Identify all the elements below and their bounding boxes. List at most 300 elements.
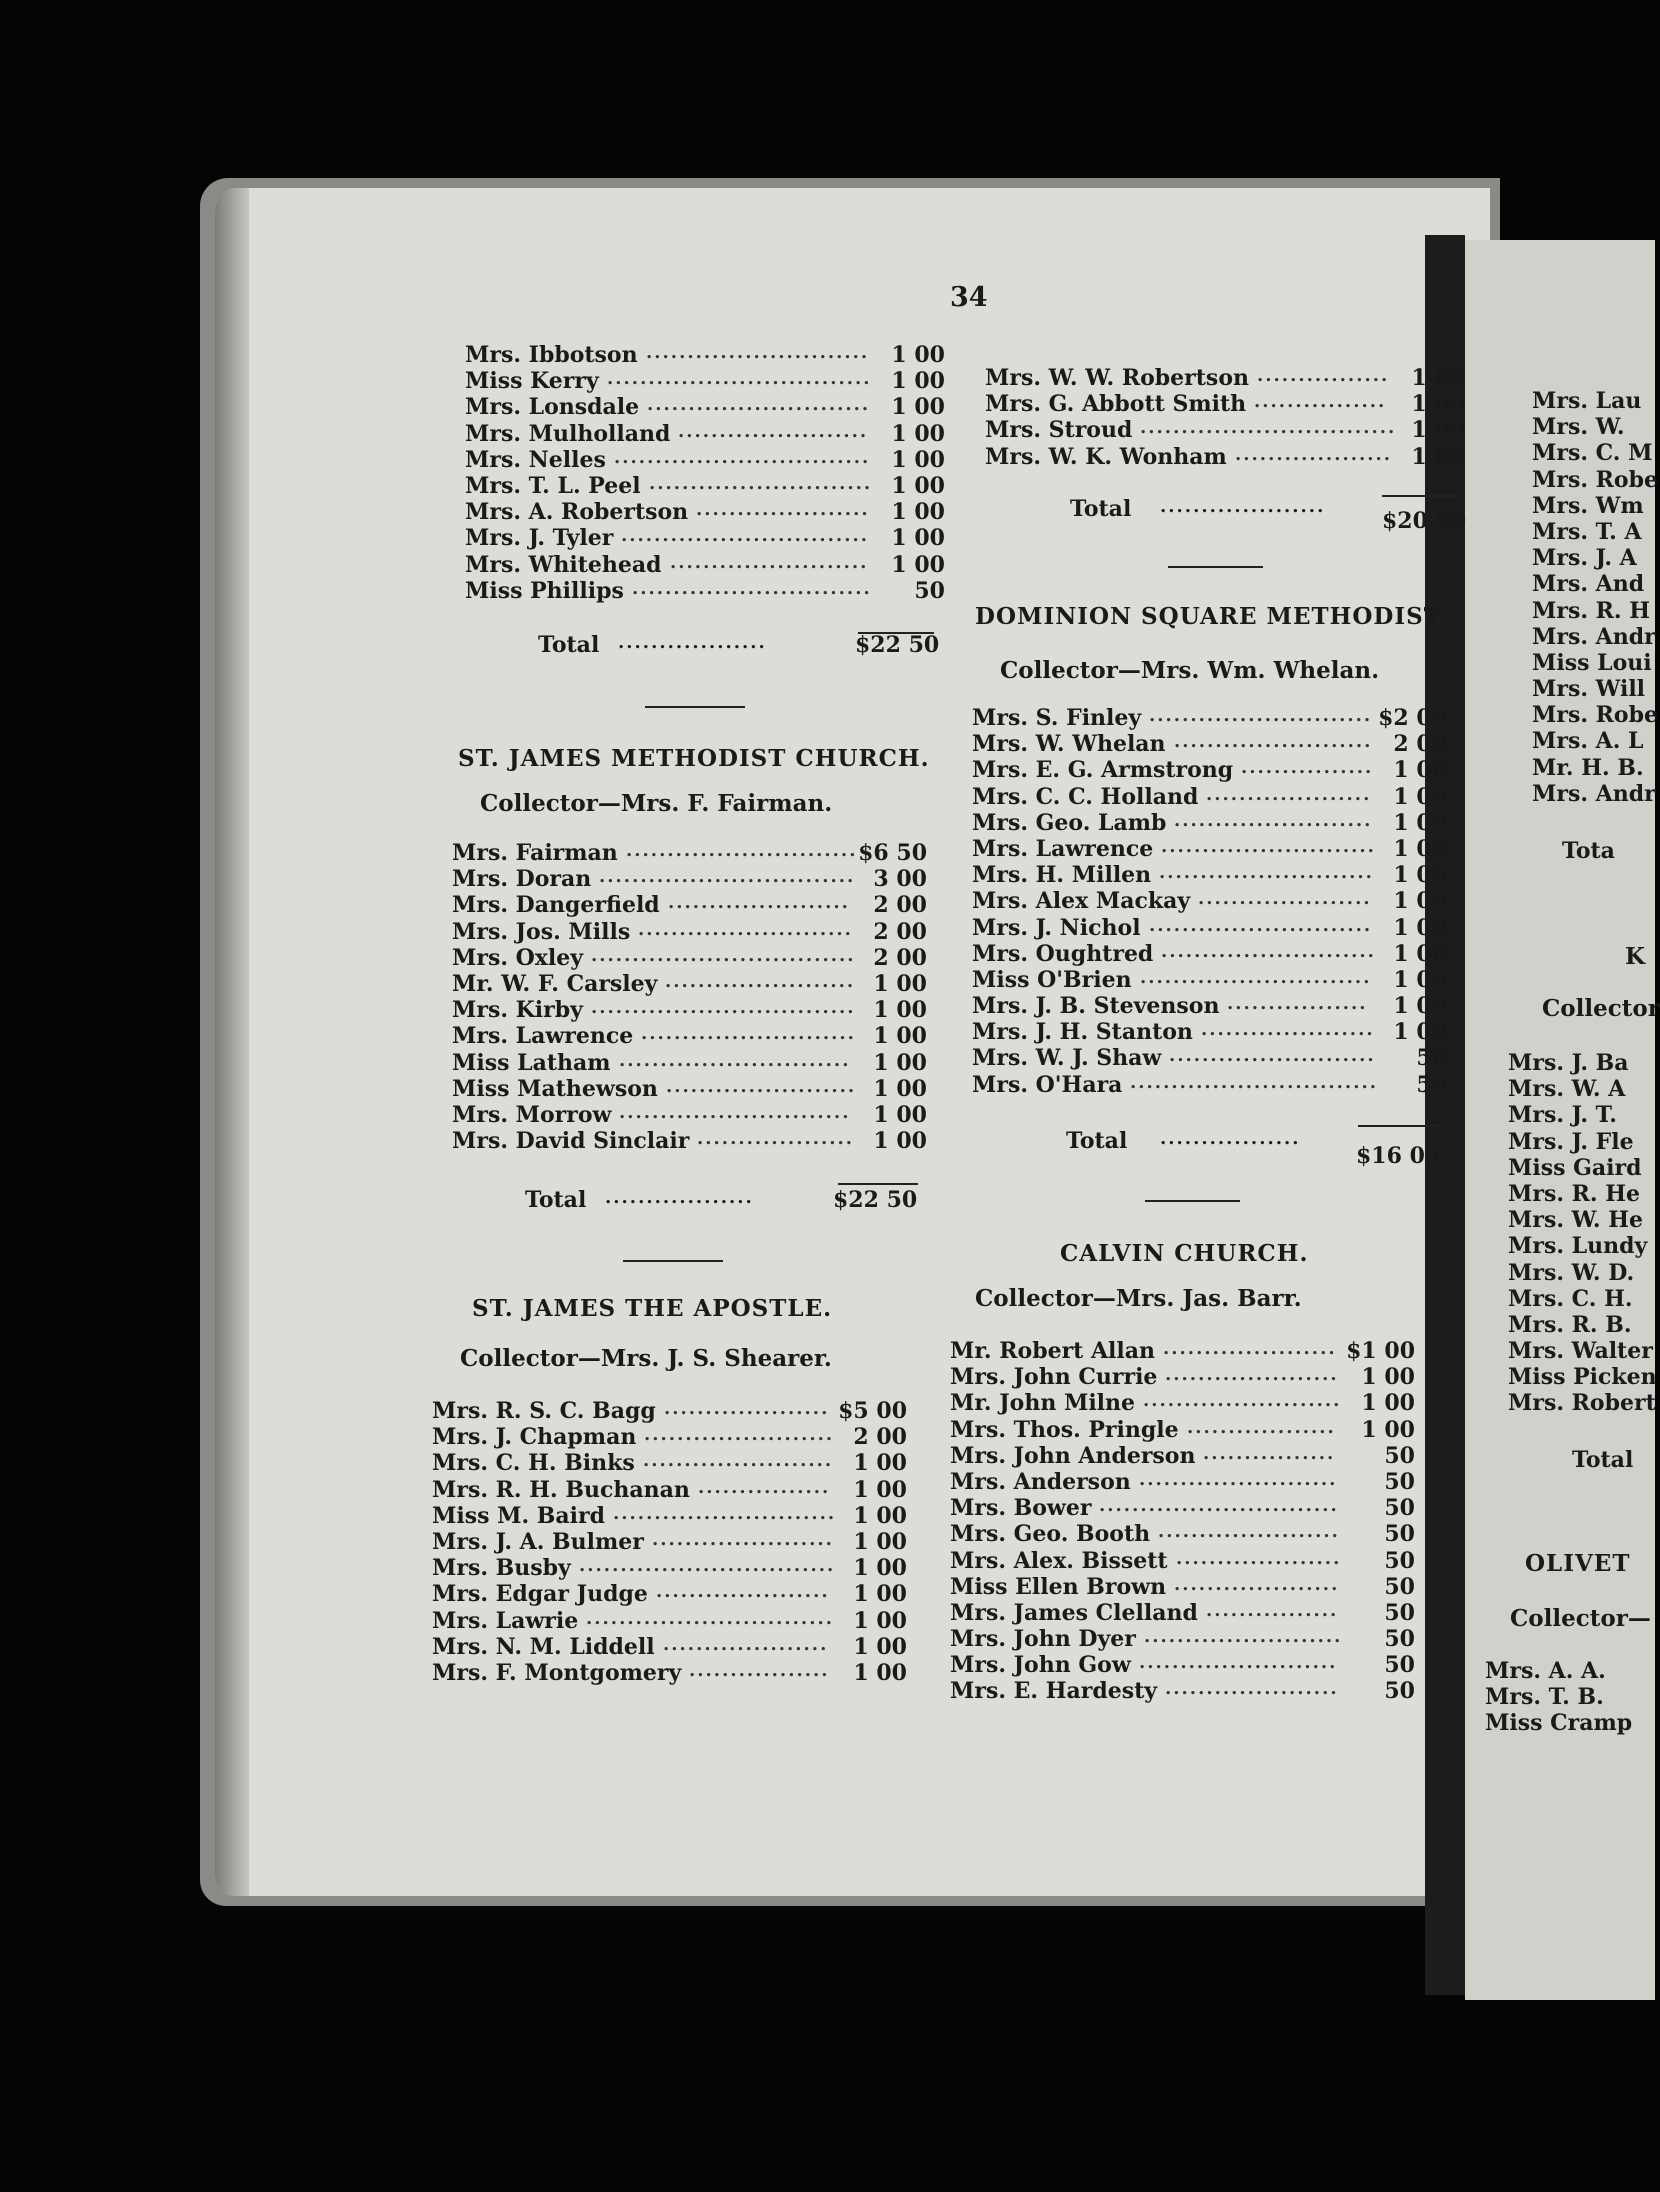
contribution-amount: $6 50 [858, 840, 927, 866]
leader-dots: ..................... [1165, 1364, 1339, 1386]
contributor-name: Mrs. R. H. Buchanan [432, 1476, 690, 1503]
leader-dots: ........................ [1143, 1390, 1342, 1412]
contribution-amount: 1 00 [1393, 862, 1447, 889]
book-gutter [1425, 235, 1465, 1995]
contribution-amount: 2 00 [873, 944, 927, 971]
contributor-name: Mrs. J. Nichol [972, 914, 1141, 941]
contribution-amount: 2 00 [1393, 731, 1447, 758]
contributor-name: Mrs. W. K. Wonham [985, 443, 1227, 470]
list-item [972, 836, 1447, 862]
list-item: Mrs. W. He [1508, 1207, 1644, 1234]
contributor-name: Mrs. J. H. Stanton [972, 1019, 1193, 1046]
leader-dots: .......................... [1161, 835, 1376, 857]
contribution-amount: 1 00 [1393, 1019, 1447, 1046]
leader-dots: ............................ [626, 840, 858, 861]
leader-dots: .................... [664, 1398, 830, 1419]
list-item [465, 525, 945, 551]
contributor-name: Mrs. H. Millen [972, 862, 1152, 889]
list-item [972, 941, 1447, 967]
list-item [432, 1424, 907, 1450]
leader-dots: ...................... [668, 892, 850, 914]
list-item: Mrs. R. H [1532, 597, 1651, 624]
list-item [972, 1045, 1447, 1071]
contribution-amount: 50 [1384, 1599, 1415, 1626]
contributor-name: Mrs. Lawrie [432, 1607, 579, 1634]
column1-top-total-dots: .................. [618, 632, 767, 653]
contributor-name: Mrs. John Anderson [950, 1442, 1196, 1469]
leader-dots: ........................ [1174, 731, 1373, 753]
list-item [950, 1521, 1415, 1547]
contribution-amount: 1 00 [1393, 966, 1447, 993]
leader-dots: .......................... [1159, 862, 1374, 884]
contributor-name: Mrs. Ibbotson [465, 342, 638, 368]
leader-dots: ........................... [649, 472, 873, 494]
contributor-name: Mrs. J. Chapman [432, 1424, 637, 1451]
collector-calvin: Collector—Mrs. Jas. Barr. [975, 1285, 1302, 1312]
leader-dots: .......................... [1161, 940, 1376, 962]
list-item [432, 1477, 907, 1503]
contribution-amount: 1 00 [873, 1049, 927, 1076]
contribution-amount: 2 00 [873, 918, 927, 945]
contribution-amount: 50 [1384, 1652, 1415, 1679]
contributor-name: Mrs. Alex. Bissett [950, 1547, 1168, 1574]
contribution-amount: 1 00 [1411, 365, 1465, 391]
column2-top-list [985, 365, 1465, 470]
list-item [985, 444, 1465, 470]
leader-dots: ................. [689, 1659, 830, 1681]
list-item [985, 365, 1465, 391]
list-item [432, 1555, 907, 1581]
contribution-amount: 3 00 [873, 866, 927, 893]
leader-dots: ........................ [1174, 809, 1373, 831]
contribution-amount: 1 00 [1393, 914, 1447, 941]
list-item [950, 1678, 1415, 1704]
next-page-total-1: Tota [1562, 838, 1615, 864]
leader-dots: ....................... [643, 1450, 834, 1472]
leader-dots: ................ [1254, 391, 1387, 413]
contribution-amount: 1 00 [853, 1502, 907, 1529]
list-item [985, 417, 1465, 443]
leader-dots: ............................ [1140, 966, 1372, 988]
contribution-amount: 1 00 [1361, 1390, 1415, 1417]
leader-dots: ..................... [656, 1581, 830, 1603]
section-heading-st-james-apostle: ST. JAMES THE APOSTLE. [472, 1295, 833, 1322]
contribution-amount: 1 00 [1393, 757, 1447, 784]
contributor-name: Mrs. Edgar Judge [432, 1581, 648, 1608]
section-heading-calvin: CALVIN CHURCH. [1060, 1240, 1309, 1267]
list-item [432, 1581, 907, 1607]
list-item [452, 919, 927, 945]
list-item: Mrs. Lau [1532, 388, 1642, 414]
contributor-name: Miss M. Baird [432, 1502, 605, 1529]
contribution-amount: 1 00 [853, 1528, 907, 1555]
contributor-name: Miss Ellen Brown [950, 1573, 1167, 1600]
list-item [972, 705, 1447, 731]
contribution-amount: 50 [1384, 1573, 1415, 1600]
contributor-name: Mrs. Geo. Booth [950, 1521, 1151, 1548]
list-item [432, 1608, 907, 1634]
contributor-name: Mrs. Anderson [950, 1468, 1131, 1495]
list-item [465, 499, 945, 525]
leader-dots: ..................... [696, 499, 870, 521]
contributor-name: Mrs. J. B. Stevenson [972, 993, 1220, 1020]
list-item: Mrs. R. He [1508, 1180, 1641, 1207]
contributor-name: Mrs. Nelles [465, 446, 606, 473]
list-item [985, 391, 1465, 417]
list-item [972, 862, 1447, 888]
contribution-amount: 1 00 [873, 970, 927, 997]
list-item: Miss Cramp [1485, 1710, 1633, 1737]
contributor-name: Mr. John Milne [950, 1390, 1136, 1417]
contributor-name: Mrs. C. C. Holland [972, 783, 1199, 810]
list-item [432, 1529, 907, 1555]
section-divider [645, 706, 745, 708]
contributor-name: Mrs. Fairman [452, 840, 618, 866]
contribution-amount: 1 00 [1393, 993, 1447, 1020]
contributor-name: Mrs. F. Montgomery [432, 1659, 682, 1686]
list-item [950, 1495, 1415, 1521]
leader-dots: ........................ [1139, 1652, 1338, 1674]
contribution-amount: $2 00 [1378, 705, 1447, 731]
contributor-name: Miss Phillips [465, 577, 624, 604]
contributor-name: Mrs. W. J. Shaw [972, 1045, 1162, 1072]
contribution-amount: 1 00 [853, 1659, 907, 1686]
list-item [432, 1503, 907, 1529]
leader-dots: ...................... [652, 1528, 834, 1550]
list-item [972, 1072, 1447, 1098]
leader-dots: ........................... [1149, 914, 1373, 936]
list-item [972, 915, 1447, 941]
leader-dots: ................................ [591, 944, 856, 966]
contribution-amount: 50 [1384, 1626, 1415, 1653]
contribution-amount: $1 00 [1346, 1338, 1415, 1364]
contributor-name: Mrs. N. M. Liddell [432, 1633, 655, 1660]
contributor-name: Mrs. Mulholland [465, 420, 671, 447]
list-item [465, 368, 945, 394]
contribution-amount: 1 00 [1393, 888, 1447, 915]
contribution-amount: 50 [1416, 1045, 1447, 1072]
contributor-name: Mrs. Lawrence [452, 1023, 634, 1050]
contributor-name: Mrs. O'Hara [972, 1071, 1123, 1098]
collector-st-james-apostle: Collector—Mrs. J. S. Shearer. [460, 1345, 832, 1372]
list-item: Mrs. C. M [1532, 440, 1653, 467]
contribution-amount: $5 00 [838, 1398, 907, 1424]
leader-dots: ................................ [591, 997, 856, 1019]
contributor-name: Mrs. John Gow [950, 1652, 1131, 1679]
leader-dots: ............................. [632, 577, 872, 599]
leader-dots: ............................... [579, 1555, 836, 1577]
leader-dots: ............................... [614, 446, 871, 468]
next-page-mid-list [1508, 1050, 1657, 1417]
contribution-amount: 2 00 [873, 892, 927, 919]
contribution-amount: 1 00 [873, 1023, 927, 1050]
leader-dots: ....................... [665, 970, 856, 992]
next-page-top-list [1532, 388, 1658, 807]
contributor-name: Mrs. C. H. Binks [432, 1450, 635, 1477]
leader-dots: ..................... [1198, 888, 1372, 910]
contributor-name: Mrs. J. Tyler [465, 525, 614, 552]
list-item [972, 993, 1447, 1019]
total-rule [1358, 1125, 1438, 1127]
leader-dots: ............................... [599, 866, 856, 888]
list-item: Miss Loui [1532, 649, 1652, 676]
list-item [432, 1660, 907, 1686]
list-item: Mrs. Robert [1508, 1390, 1656, 1417]
contributor-name: Mrs. David Sinclair [452, 1128, 690, 1155]
contribution-amount: 50 [1384, 1468, 1415, 1495]
list-item: Mrs. T. A [1532, 518, 1642, 545]
contribution-amount: 50 [1384, 1678, 1415, 1705]
contribution-amount: 2 00 [853, 1424, 907, 1451]
contributor-name: Mrs. Stroud [985, 417, 1133, 444]
leader-dots: ................ [1241, 757, 1374, 779]
contributor-name: Mrs. S. Finley [972, 705, 1142, 731]
list-item: Mrs. T. B. [1485, 1684, 1604, 1711]
collector-dominion-square: Collector—Mrs. Wm. Whelan. [1000, 657, 1380, 684]
contribution-amount: 1 00 [891, 446, 945, 473]
leader-dots: .................... [663, 1633, 829, 1655]
contribution-amount: 50 [1384, 1521, 1415, 1548]
column2-top-total-dots: .................... [1160, 496, 1326, 517]
st-james-methodist-list [452, 840, 927, 1154]
leader-dots: ....................... [678, 420, 869, 442]
list-item: Mrs. J. A [1532, 545, 1637, 572]
list-item [972, 1019, 1447, 1045]
leader-dots: .......................... [641, 1023, 856, 1045]
list-item [950, 1600, 1415, 1626]
leader-dots: ................. [1227, 993, 1368, 1015]
leader-dots: ....................... [644, 1424, 835, 1446]
contribution-amount: 1 00 [853, 1607, 907, 1634]
contributor-name: Mrs. Morrow [452, 1101, 612, 1128]
list-item [452, 971, 927, 997]
contribution-amount: 1 00 [1411, 443, 1465, 470]
list-item: Mrs. Wm [1532, 492, 1644, 519]
list-item: Mrs. Andr [1532, 780, 1656, 807]
contributor-name: Mrs. T. L. Peel [465, 472, 641, 499]
leader-dots: ................... [697, 1128, 855, 1150]
contributor-name: Mrs. Oxley [452, 944, 584, 971]
next-page-total-2: Total [1572, 1447, 1634, 1473]
leader-dots: .................... [1206, 783, 1372, 805]
st-james-apostle-list [432, 1398, 907, 1686]
contributor-name: Mr. W. F. Carsley [452, 970, 658, 997]
contributor-name: Mrs. John Currie [950, 1364, 1158, 1391]
total-rule [1382, 495, 1462, 497]
list-item: Mrs. J. Fle [1508, 1128, 1634, 1155]
leader-dots: ................... [1235, 443, 1393, 465]
list-item [465, 552, 945, 578]
contributor-name: Mrs. James Clelland [950, 1599, 1198, 1626]
list-item: Mrs. C. H. [1508, 1285, 1633, 1312]
leader-dots: ............................ [619, 1101, 851, 1123]
contribution-amount: 1 00 [873, 997, 927, 1024]
next-page-collector-2: Collector [1542, 995, 1660, 1022]
list-item [452, 1102, 927, 1128]
list-item [465, 578, 945, 604]
contributor-name: Miss Kerry [465, 368, 599, 395]
section-divider [1145, 1200, 1240, 1202]
contributor-name: Mrs. Jos. Mills [452, 918, 631, 945]
list-item [950, 1417, 1415, 1443]
leader-dots: .................... [1174, 1573, 1340, 1595]
contributor-name: Mrs. Whitehead [465, 551, 662, 578]
column1-top-total-label: Total [538, 632, 600, 658]
contributor-name: Mrs. A. Robertson [465, 499, 689, 526]
list-item: Mrs. And [1532, 571, 1645, 598]
dominion-square-total-label: Total [1066, 1128, 1128, 1154]
contribution-amount: 1 00 [853, 1450, 907, 1477]
leader-dots: ................................ [607, 368, 872, 390]
list-item [972, 757, 1447, 783]
leader-dots: ........................ [670, 551, 869, 573]
list-item: Mrs. J. Ba [1508, 1050, 1629, 1076]
contributor-name: Mrs. G. Abbott Smith [985, 391, 1247, 418]
st-james-methodist-total-dots: .................. [605, 1187, 754, 1208]
section-divider [623, 1260, 723, 1262]
contributor-name: Mrs. Oughtred [972, 940, 1154, 967]
contribution-amount: 1 00 [853, 1555, 907, 1582]
column2-top-total-label: Total [1070, 496, 1132, 522]
next-page-heading-3: OLIVET [1525, 1550, 1631, 1577]
contribution-amount: 1 00 [891, 525, 945, 552]
list-item: Miss Gaird [1508, 1154, 1642, 1181]
list-item [465, 342, 945, 368]
list-item [452, 840, 927, 866]
leader-dots: ..................... [1163, 1338, 1337, 1359]
list-item [465, 473, 945, 499]
list-item: Mrs. W. A [1508, 1076, 1626, 1103]
list-item [972, 784, 1447, 810]
contributor-name: Mrs. W. Whelan [972, 731, 1166, 758]
contribution-amount: 1 00 [853, 1581, 907, 1608]
contribution-amount: 1 00 [1393, 835, 1447, 862]
list-item: Mrs. Will [1532, 676, 1646, 703]
list-item: Mrs. W. D. [1508, 1259, 1635, 1286]
list-item [950, 1338, 1415, 1364]
list-item [950, 1443, 1415, 1469]
contribution-amount: 1 00 [1393, 783, 1447, 810]
list-item: Mrs. A. A. [1485, 1658, 1606, 1684]
leader-dots: ........................ [1139, 1468, 1338, 1490]
leader-dots: .................. [1187, 1416, 1336, 1438]
list-item [465, 421, 945, 447]
contribution-amount: 1 00 [1393, 809, 1447, 836]
column1-top-total-amount: $22 50 [855, 632, 940, 658]
leader-dots: ................ [1203, 1442, 1336, 1464]
list-item [452, 1128, 927, 1154]
leader-dots: ...................... [1158, 1521, 1340, 1543]
list-item [452, 866, 927, 892]
list-item [972, 731, 1447, 757]
contribution-amount: 50 [1416, 1071, 1447, 1098]
list-item [972, 967, 1447, 993]
st-james-methodist-total-amount: $22 50 [833, 1187, 918, 1213]
list-item [950, 1626, 1415, 1652]
next-page-heading-2: K [1625, 943, 1646, 970]
list-item [452, 1023, 927, 1049]
leader-dots: ............................ [619, 1049, 851, 1071]
list-item: Mrs. Andr [1532, 623, 1656, 650]
contributor-name: Mrs. John Dyer [950, 1626, 1136, 1653]
contributor-name: Mrs. Doran [452, 866, 592, 893]
list-item [950, 1574, 1415, 1600]
leader-dots: ............................... [1140, 417, 1397, 439]
leader-dots: ........................... [647, 394, 871, 416]
contribution-amount: 50 [1384, 1442, 1415, 1469]
list-item [432, 1450, 907, 1476]
page-number: 34 [950, 282, 988, 313]
list-item: Mr. H. B. [1532, 754, 1644, 781]
contribution-amount: 50 [1384, 1495, 1415, 1522]
leader-dots: ............................. [1099, 1495, 1339, 1517]
section-heading-st-james-methodist: ST. JAMES METHODIST CHURCH. [458, 745, 930, 772]
list-item [950, 1652, 1415, 1678]
list-item: Mrs. W. [1532, 414, 1625, 441]
contribution-amount: 1 00 [873, 1128, 927, 1155]
list-item [972, 888, 1447, 914]
leader-dots: .............................. [621, 525, 869, 547]
contribution-amount: 1 00 [873, 1075, 927, 1102]
section-divider [1168, 566, 1263, 568]
contribution-amount: 1 00 [891, 394, 945, 421]
section-heading-dominion-square: DOMINION SQUARE METHODIST. [975, 603, 1448, 630]
list-item [950, 1548, 1415, 1574]
list-item [465, 447, 945, 473]
dominion-square-total-dots: ................. [1160, 1128, 1301, 1149]
dominion-square-total-amount: $16 00 [1356, 1143, 1441, 1169]
list-item [950, 1469, 1415, 1495]
contributor-name: Mrs. Busby [432, 1555, 571, 1582]
list-item: Mrs. J. T. [1508, 1102, 1617, 1129]
leader-dots: ................ [698, 1476, 831, 1498]
leader-dots: ..................... [1201, 1019, 1375, 1041]
contributor-name: Mrs. Bower [950, 1495, 1092, 1522]
collector-st-james-methodist: Collector—Mrs. F. Fairman. [480, 790, 833, 817]
contribution-amount: 1 00 [1361, 1364, 1415, 1391]
contributor-name: Mrs. Kirby [452, 997, 583, 1024]
contributor-name: Miss O'Brien [972, 966, 1132, 993]
list-item [452, 945, 927, 971]
leader-dots: ......................... [1169, 1045, 1376, 1067]
leader-dots: .................... [1176, 1547, 1342, 1569]
contributor-name: Mrs. Alex Mackay [972, 888, 1191, 915]
contributor-name: Mrs. Dangerfield [452, 892, 660, 919]
list-item [972, 810, 1447, 836]
contribution-amount: 50 [1384, 1547, 1415, 1574]
contribution-amount: 1 00 [1411, 417, 1465, 444]
list-item [432, 1398, 907, 1424]
contributor-name: Mrs. R. S. C. Bagg [432, 1398, 656, 1424]
list-item: Mrs. A. L [1532, 728, 1644, 755]
next-page-collector-3: Collector— [1510, 1605, 1651, 1632]
contribution-amount: 1 00 [891, 551, 945, 578]
list-item: Mrs. R. B. [1508, 1311, 1632, 1338]
contributor-name: Mrs. E. G. Armstrong [972, 757, 1234, 784]
list-item: Mrs. Robe [1532, 702, 1658, 729]
contributor-name: Mrs. Thos. Pringle [950, 1416, 1179, 1443]
next-page-bottom-list [1485, 1658, 1650, 1737]
leader-dots: .......................... [638, 918, 853, 940]
total-rule [838, 1183, 918, 1185]
contribution-amount: 1 00 [891, 499, 945, 526]
list-item [452, 892, 927, 918]
list-item: Mrs. Lundy [1508, 1233, 1648, 1260]
list-item [432, 1634, 907, 1660]
column2-top-total-amount: $20 00 [1382, 508, 1467, 534]
list-item [452, 1076, 927, 1102]
leader-dots: ..................... [1165, 1678, 1339, 1700]
